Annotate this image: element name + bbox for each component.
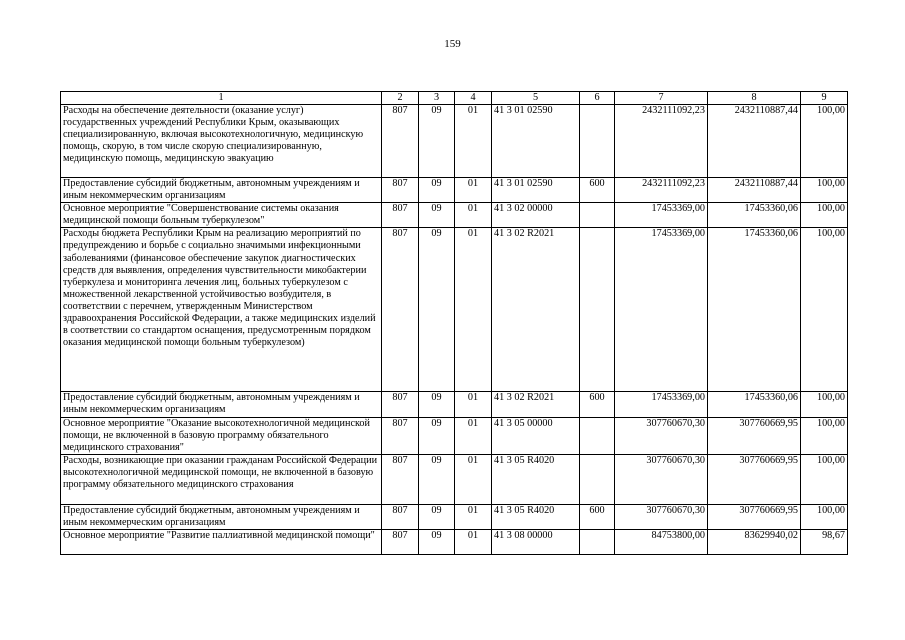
executed-amount-cell: 307760669,95	[708, 417, 801, 454]
subsection-cell: 01	[455, 530, 492, 555]
planned-amount-cell: 307760670,30	[615, 454, 708, 504]
execution-percent-cell: 100,00	[801, 105, 848, 178]
header-row	[61, 92, 848, 105]
expense-name-cell: Предоставление субсидий бюджетным, автономным учреждениям и иным некоммерческим организациям	[61, 392, 382, 417]
ministry-code-cell: 807	[382, 203, 419, 228]
column-header: 2	[382, 92, 419, 105]
section-cell: 09	[419, 203, 455, 228]
executed-amount-cell: 17453360,06	[708, 392, 801, 417]
executed-amount-cell: 307760669,95	[708, 454, 801, 504]
target-article-cell: 41 3 05 00000	[492, 417, 580, 454]
target-article-cell: 41 3 05 R4020	[492, 454, 580, 504]
ministry-code-cell: 807	[382, 530, 419, 555]
subsection-cell: 01	[455, 417, 492, 454]
expense-type-cell	[580, 417, 615, 454]
expense-type-cell	[580, 228, 615, 392]
expense-name-cell: Предоставление субсидий бюджетным, автономным учреждениям и иным некоммерческим организациям	[61, 178, 382, 203]
column-header: 9	[801, 92, 848, 105]
table-row	[61, 454, 848, 504]
section-cell: 09	[419, 178, 455, 203]
ministry-code-cell: 807	[382, 454, 419, 504]
expense-type-cell	[580, 530, 615, 555]
subsection-cell: 01	[455, 504, 492, 529]
target-article-cell: 41 3 02 R2021	[492, 392, 580, 417]
subsection-cell: 01	[455, 178, 492, 203]
expense-type-cell	[580, 203, 615, 228]
execution-percent-cell: 100,00	[801, 417, 848, 454]
expense-type-cell: 600	[580, 392, 615, 417]
table-row	[61, 504, 848, 529]
section-cell: 09	[419, 417, 455, 454]
execution-percent-cell: 100,00	[801, 504, 848, 529]
planned-amount-cell: 2432111092,23	[615, 178, 708, 203]
expense-name-cell: Основное мероприятие "Развитие паллиативной медицинской помощи"	[61, 530, 382, 555]
table-row	[61, 392, 848, 417]
expense-type-cell: 600	[580, 504, 615, 529]
subsection-cell: 01	[455, 454, 492, 504]
target-article-cell: 41 3 02 R2021	[492, 228, 580, 392]
execution-percent-cell: 100,00	[801, 203, 848, 228]
expense-type-cell	[580, 454, 615, 504]
table-row	[61, 417, 848, 454]
executed-amount-cell: 2432110887,44	[708, 178, 801, 203]
executed-amount-cell: 83629940,02	[708, 530, 801, 555]
column-header: 7	[615, 92, 708, 105]
ministry-code-cell: 807	[382, 105, 419, 178]
expense-name-cell: Основное мероприятие "Совершенствование системы оказания медицинской помощи больным туберкулезом"	[61, 203, 382, 228]
planned-amount-cell: 84753800,00	[615, 530, 708, 555]
execution-percent-cell: 100,00	[801, 228, 848, 392]
section-cell: 09	[419, 228, 455, 392]
section-cell: 09	[419, 105, 455, 178]
expense-name-cell: Расходы, возникающие при оказании гражданам Российской Федерации высокотехнологичной медицинской помощи, не включенной в базовую программу обязательного медицинского страхования	[61, 454, 382, 504]
planned-amount-cell: 17453369,00	[615, 392, 708, 417]
column-header: 6	[580, 92, 615, 105]
execution-percent-cell: 100,00	[801, 392, 848, 417]
table-row	[61, 530, 848, 555]
planned-amount-cell: 17453369,00	[615, 228, 708, 392]
subsection-cell: 01	[455, 392, 492, 417]
expense-name-cell: Расходы бюджета Республики Крым на реализацию мероприятий по предупреждению и борьбе с социально значимыми инфекционными заболеваниями (финансовое обеспечение закупок диагностических средств для выявления, определения чувствительности микобактерии туберкулеза и мониторинга лечения лиц, больных туберкулезом с множественной лекарственной устойчивостью возбудителя, в соответствии с перечнем, утвержденным Министерством здравоохранения Российской Федерации, а также медицинских изделий в соответствии со стандартом оснащения, предусмотренным порядком оказания медицинской помощи больным туберкулезом)	[61, 228, 382, 392]
planned-amount-cell: 17453369,00	[615, 203, 708, 228]
expense-name-cell: Предоставление субсидий бюджетным, автономным учреждениям и иным некоммерческим организациям	[61, 504, 382, 529]
section-cell: 09	[419, 454, 455, 504]
expense-type-cell: 600	[580, 178, 615, 203]
target-article-cell: 41 3 02 00000	[492, 203, 580, 228]
ministry-code-cell: 807	[382, 504, 419, 529]
page-number: 159	[444, 38, 461, 50]
planned-amount-cell: 307760670,30	[615, 504, 708, 529]
executed-amount-cell: 17453360,06	[708, 203, 801, 228]
target-article-cell: 41 3 01 02590	[492, 105, 580, 178]
execution-percent-cell: 98,67	[801, 530, 848, 555]
budget-table	[60, 91, 848, 555]
subsection-cell: 01	[455, 105, 492, 178]
column-header: 1	[61, 92, 382, 105]
target-article-cell: 41 3 01 02590	[492, 178, 580, 203]
expense-name-cell: Основное мероприятие "Оказание высокотехнологичной медицинской помощи, не включенной в базовую программу обязательного медицинского страхования"	[61, 417, 382, 454]
planned-amount-cell: 2432111092,23	[615, 105, 708, 178]
ministry-code-cell: 807	[382, 228, 419, 392]
executed-amount-cell: 307760669,95	[708, 504, 801, 529]
table-row	[61, 203, 848, 228]
execution-percent-cell: 100,00	[801, 178, 848, 203]
ministry-code-cell: 807	[382, 392, 419, 417]
executed-amount-cell: 2432110887,44	[708, 105, 801, 178]
column-header: 8	[708, 92, 801, 105]
subsection-cell: 01	[455, 203, 492, 228]
section-cell: 09	[419, 504, 455, 529]
target-article-cell: 41 3 05 R4020	[492, 504, 580, 529]
column-header: 5	[492, 92, 580, 105]
target-article-cell: 41 3 08 00000	[492, 530, 580, 555]
subsection-cell: 01	[455, 228, 492, 392]
column-header: 4	[455, 92, 492, 105]
expense-name-cell: Расходы на обеспечение деятельности (оказание услуг) государственных учреждений Республики Крым, оказывающих специализированную, включая высокотехнологичную, медицинскую помощь, скорую, в том числе скорую специализированную, медицинскую помощь, медицинскую эвакуацию	[61, 105, 382, 178]
executed-amount-cell: 17453360,06	[708, 228, 801, 392]
ministry-code-cell: 807	[382, 417, 419, 454]
execution-percent-cell: 100,00	[801, 454, 848, 504]
column-header: 3	[419, 92, 455, 105]
ministry-code-cell: 807	[382, 178, 419, 203]
table-row	[61, 178, 848, 203]
table-row	[61, 105, 848, 178]
table-row	[61, 228, 848, 392]
expense-type-cell	[580, 105, 615, 178]
planned-amount-cell: 307760670,30	[615, 417, 708, 454]
section-cell: 09	[419, 530, 455, 555]
section-cell: 09	[419, 392, 455, 417]
